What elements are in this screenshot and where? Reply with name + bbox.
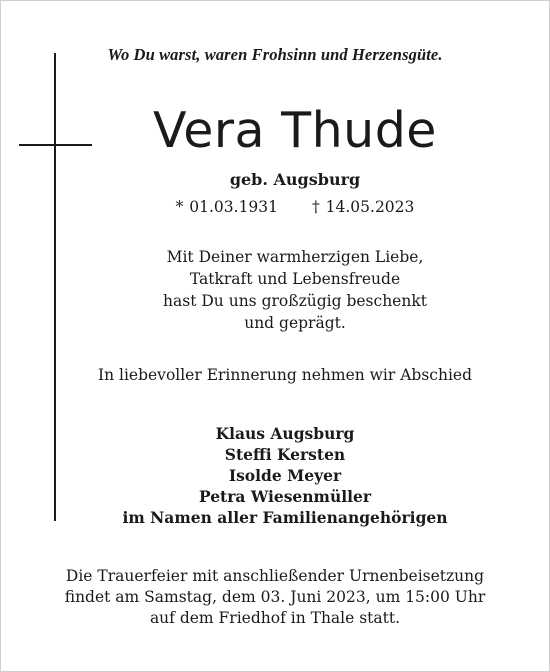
poem-line: Tatkraft und Lebensfreude [189,270,401,288]
farewell-text: In liebevoller Erinnerung nehmen wir Abschied [97,366,473,384]
poem-line: hast Du uns großzügig beschenkt [163,292,427,310]
death-date: † 14.05.2023 [311,198,415,216]
mourner-name: Petra Wiesenmüller [198,487,372,506]
life-dates [95,198,495,216]
deceased-name: Vera Thude [153,102,437,159]
birth-date: * 01.03.1931 [175,198,279,216]
mourners-list [40,423,530,528]
poem-line: Mit Deiner warmherzigen Liebe, [166,248,424,266]
service-line: findet am Samstag, dem 03. Juni 2023, um 15:00 Uhr [64,588,486,606]
mourner-family-line: im Namen aller Familienangehörigen [122,508,448,527]
mourner-name: Isolde Meyer [228,466,342,485]
service-line: Die Trauerfeier mit anschließender Urnenbeisetzung [65,567,485,585]
cross-icon-horizontal-bar [19,144,92,146]
mourner-name: Steffi Kersten [224,445,346,464]
poem-line: und geprägt. [244,314,346,332]
maiden-name: geb. Augsburg [229,170,361,189]
service-line: auf dem Friedhof in Thale statt. [149,609,401,627]
mourner-name: Klaus Augsburg [215,424,355,443]
poem [95,246,495,334]
motto: Wo Du warst, waren Frohsinn und Herzensgüte. [107,45,443,64]
service-info [10,566,540,629]
